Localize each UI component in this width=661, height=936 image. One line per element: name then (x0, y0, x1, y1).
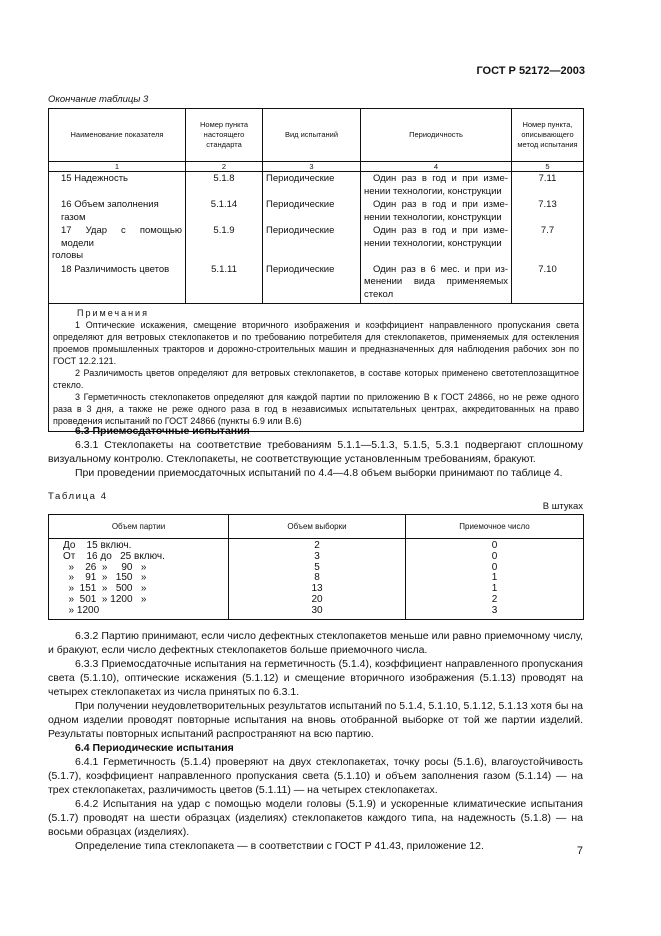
table-4 (48, 514, 584, 620)
acceptance-number: 2 (491, 593, 498, 605)
row-method: 7.10 (512, 263, 584, 304)
table3-col-clause: Номер пункта настоящего стандарта (186, 109, 263, 162)
paragraph: 6.4.2 Испытания на удар с помощью модели головы (5.1.9) и ускоренные климатические испытания (5.1.7) проводят на шести образцах (изделиях) стеклопакетов каждого типа, на надежность (5.1.8) — на восьми образцах (изделиях). (48, 798, 583, 838)
row-name-line: головы (52, 250, 84, 261)
sample-size: 5 (314, 561, 320, 573)
row-period-line: менении вида применяемых (364, 276, 508, 287)
row-method: 7.7 (512, 224, 584, 263)
table4-lot-cell (49, 539, 229, 620)
table4-unit: В штуках (542, 501, 583, 512)
row-type: Периодические (263, 198, 361, 224)
paragraph: При получении неудовлетворительных результатов испытаний по 5.1.4, 5.1.10, 5.1.12, 5.1.13 хотя бы на одном изделии проводят повторные испытания на вновь отобранной выборке от той же партии изделий. Результаты повторных испытаний распространяют на всю партию. (48, 700, 583, 740)
section-6-3 (48, 424, 583, 480)
table4-col-lot: Объем партии (49, 515, 229, 539)
table3-colnum: 2 (186, 162, 263, 172)
note-2: 2 Различимость цветов определяют для ветровых стеклопакетов, в составе которых применено светотеплозащитное стекло. (53, 368, 579, 390)
table4-body-row (49, 539, 584, 620)
table3-colnum: 1 (49, 162, 186, 172)
row-period-line: нении технологии, конструкции (364, 185, 502, 197)
sample-size: 20 (311, 593, 323, 605)
paragraph: 6.4.1 Герметичность (5.1.4) проверяют на двух стеклопакетах, точку росы (5.1.6), влагоустойчивость (5.1.7), коэффициент направленного пропускания света (5.1.10) и объем заполнения газом (5.1.14) — на трех стеклопакетах, различимость цветов (5.1.11) — на четырех стеклопакетах. (48, 756, 583, 796)
acceptance-number: 0 (491, 550, 498, 562)
row-period-line: Один раз в год и при изме- (373, 199, 508, 210)
section-heading: 6.4 Периодические испытания (75, 742, 234, 754)
page-number: 7 (576, 845, 583, 857)
row-clause: 5.1.8 (186, 172, 263, 199)
row-period-line: Один раз в 6 мес. и при из- (373, 263, 508, 275)
lot-size: » 501 » 1200 » (63, 593, 147, 605)
row-type: Периодические (263, 172, 361, 199)
row-clause: 5.1.11 (186, 263, 263, 304)
standard-header: ГОСТ Р 52172—2003 (476, 65, 585, 77)
table3-caption: Окончание таблицы 3 (48, 94, 149, 105)
paragraph: 6.3.3 Приемосдаточные испытания на герметичность (5.1.4), коэффициент направленного пропускания света (5.1.10), оптические искажения (5.1.12) и смещение вторичного изображения (5.1.13) проводят на четырех стеклопакетах из числа принятых по 6.3.1. (48, 658, 583, 698)
sample-size: 2 (314, 540, 320, 551)
lot-size: » 91 » 150 » (63, 572, 147, 584)
table-row (49, 224, 584, 263)
row-period-line: нении технологии, конструкции (364, 211, 502, 223)
table-row (49, 172, 584, 199)
lot-size: » 26 » 90 » (63, 561, 147, 573)
lot-size: До 15 включ. (63, 540, 132, 551)
table-3 (48, 108, 584, 432)
table4-header-row (49, 515, 584, 539)
sample-size: 13 (311, 583, 323, 595)
acceptance-number: 0 (491, 540, 498, 551)
note-3: 3 Герметичность стеклопакетов определяют для каждой партии по приложению В к ГОСТ 24866, но не реже одного раза в 3 дня, а также не реже одного раза в год в независимых испытательных центрах, аккредитованных на право проведения испытаний по ГОСТ 24866 (пункты 6.9 или В.6) (53, 392, 579, 426)
table-row (49, 263, 584, 304)
paragraph: Определение типа стеклопакета — в соответствии с ГОСТ Р 41.43, приложение 12. (75, 840, 484, 852)
table4-acceptance-cell (406, 539, 584, 620)
row-period (361, 224, 512, 263)
table4-col-sample: Объем выборки (229, 515, 406, 539)
row-name-line: 17 Удар с помощью модели (61, 225, 182, 249)
row-type: Периодические (263, 224, 361, 263)
row-period (361, 198, 512, 224)
table3-col-method: Номер пункта, описывающего метод испытания (512, 109, 584, 162)
row-method: 7.11 (512, 172, 584, 199)
table3-col-name: Наименование показателя (49, 109, 186, 162)
lot-size: От 16 до 25 включ. (63, 550, 165, 562)
table3-colnum: 3 (263, 162, 361, 172)
table3-notes-row (49, 304, 584, 432)
row-clause: 5.1.14 (186, 198, 263, 224)
section-6-3-cont (48, 629, 583, 853)
table4-caption: Таблица 4 (48, 491, 108, 502)
paragraph: 6.3.2 Партию принимают, если число дефектных стеклопакетов меньше или равно приемочному числу, и бракуют, если число дефектных стеклопакетов больше приемочного числа. (48, 630, 583, 656)
paragraph: 6.3.1 Стеклопакеты на соответствие требованиям 5.1.1—5.1.3, 5.1.5, 5.3.1 подвергают сплошному визуальному контролю. Стеклопакеты, не соответствующие установленным требованиям, бракуют. (48, 439, 583, 465)
row-name (49, 224, 186, 263)
table3-notes (49, 304, 584, 432)
section-heading: 6.3 Приемосдаточные испытания (75, 425, 250, 437)
row-name: 16 Объем заполнения газом (49, 198, 186, 224)
row-period-line: нении технологии, конструкции (364, 237, 502, 249)
row-period-line: стекол (364, 288, 394, 300)
lot-size: » 1200 (63, 604, 100, 616)
table3-number-row (49, 162, 584, 172)
acceptance-number: 3 (491, 604, 498, 616)
acceptance-number: 0 (491, 561, 498, 573)
row-name: 15 Надежность (49, 172, 186, 199)
table3-colnum: 5 (512, 162, 584, 172)
row-period-line: Один раз в год и при изме- (373, 225, 508, 236)
notes-title: Примечания (77, 308, 149, 318)
acceptance-number: 1 (491, 572, 498, 584)
table-row (49, 198, 584, 224)
table3-colnum: 4 (361, 162, 512, 172)
table3-header-row (49, 109, 584, 162)
sample-size: 30 (311, 604, 323, 616)
row-period (361, 263, 512, 304)
lot-size: » 151 » 500 » (63, 583, 147, 595)
note-1: 1 Оптические искажения, смещение вторичного изображения и коэффициент направленного пропускания света определяют для ветровых стеклопакетов и по требованию потребителя для стеклопакетов, применяемых для остекления проемов промышленных тракторов и дорожно-строительных машин и предназначенных для наблюдения рабочих зон по ГОСТ 12.2.121. (53, 320, 579, 366)
table3-col-type: Вид испытаний (263, 109, 361, 162)
row-period (361, 172, 512, 199)
row-type: Периодические (263, 263, 361, 304)
sample-size: 3 (314, 550, 320, 562)
table4-sample-cell (229, 539, 406, 620)
row-period-line: Один раз в год и при изме- (373, 173, 508, 184)
row-name: 18 Различимость цветов (49, 263, 186, 304)
paragraph: При проведении приемосдаточных испытаний по 4.4—4.8 объем выборки принимают по таблице 4. (75, 467, 563, 479)
acceptance-number: 1 (491, 583, 498, 595)
sample-size: 8 (314, 572, 320, 584)
table4-col-acceptance: Приемочное число (406, 515, 584, 539)
table3-col-period: Периодичность (361, 109, 512, 162)
row-clause: 5.1.9 (186, 224, 263, 263)
row-method: 7.13 (512, 198, 584, 224)
